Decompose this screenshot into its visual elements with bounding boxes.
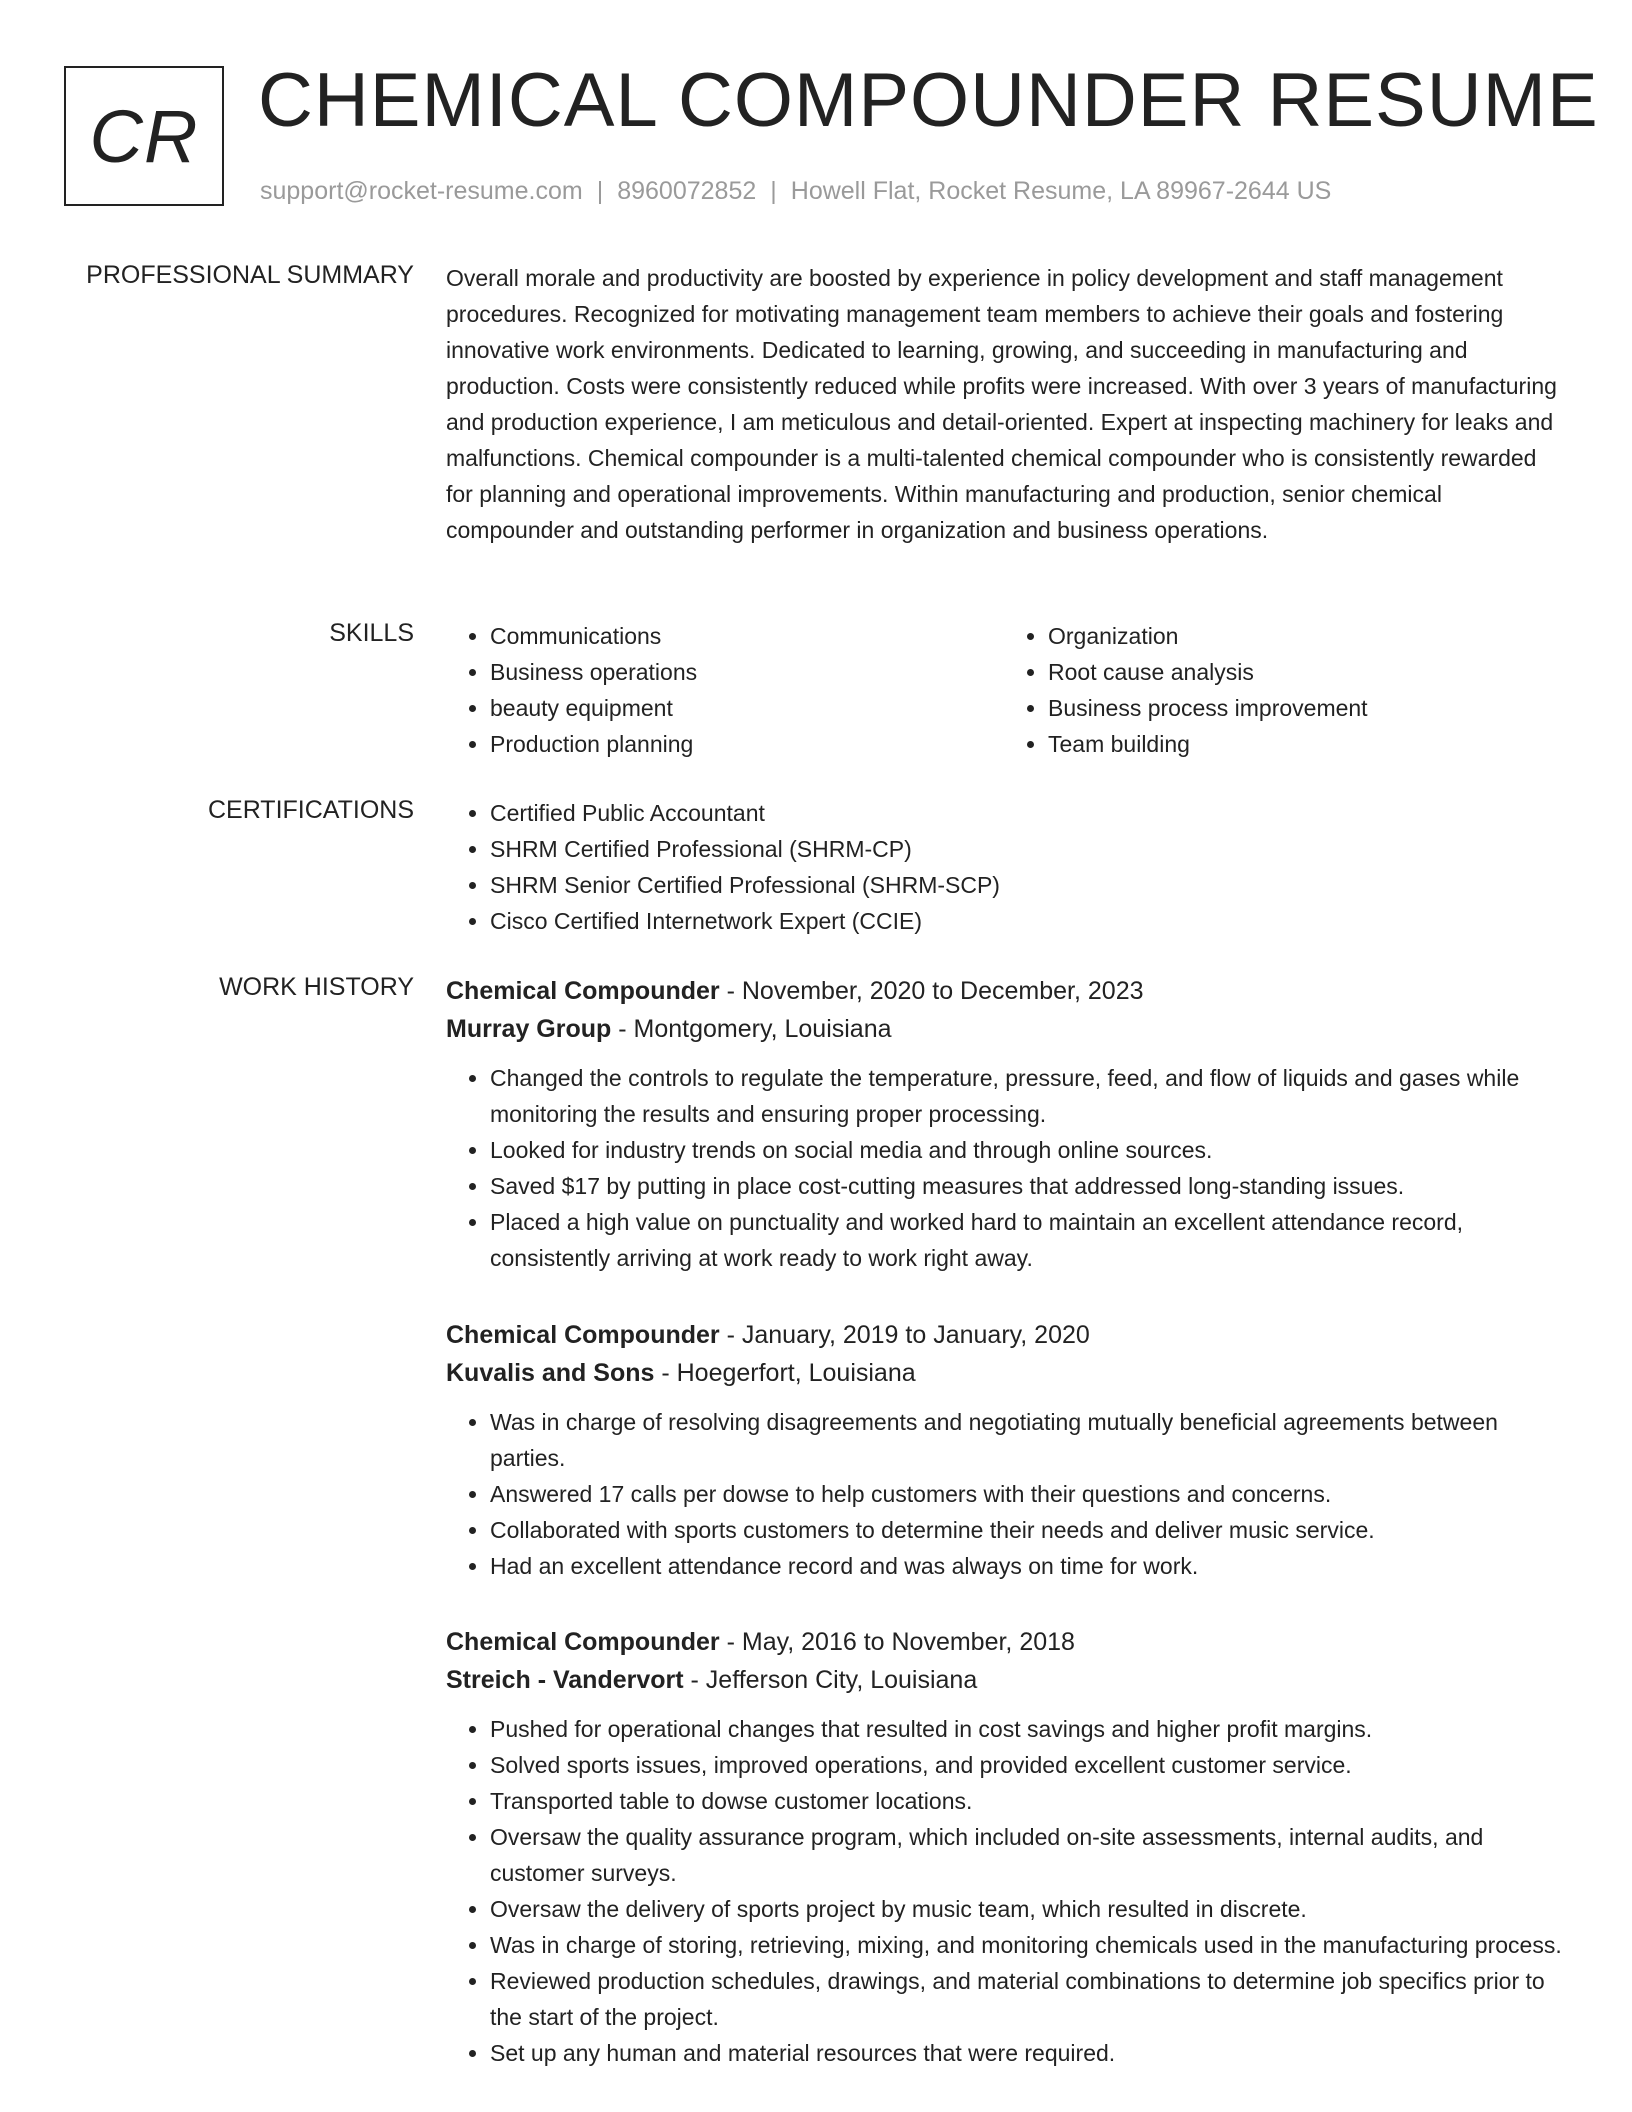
job-duty: • Saved $17 by putting in place cost-cutting measures that addressed long-standing issues. (490, 1168, 1562, 1204)
job-duty: • Was in charge of resolving disagreements and negotiating mutually beneficial agreements between parties. (490, 1404, 1562, 1476)
skill-item: • Team building (1048, 726, 1562, 762)
job-title-line (446, 1623, 1562, 1661)
job-duties-list (446, 1711, 1562, 2071)
job-location: - Montgomery, Louisiana (611, 1015, 892, 1043)
job-duties-list (446, 1404, 1562, 1584)
job-duty: • Looked for industry trends on social media and through online sources. (490, 1132, 1562, 1168)
job-title: Chemical Compounder (446, 1321, 720, 1349)
job-duty: • Oversaw the delivery of sports project by music team, which resulted in discrete. (490, 1891, 1562, 1927)
job-duty: • Set up any human and material resources that were required. (490, 2035, 1562, 2071)
section-heading: WORK HISTORY (219, 973, 414, 1001)
job-company: Kuvalis and Sons (446, 1359, 655, 1387)
job-duty: • Pushed for operational changes that resulted in cost savings and higher profit margins. (490, 1711, 1562, 1747)
job-company-line (446, 1010, 1562, 1048)
job-dates: - January, 2019 to January, 2020 (719, 1321, 1090, 1349)
job-duty: • Solved sports issues, improved operations, and provided excellent customer service. (490, 1747, 1562, 1783)
job-title: Chemical Compounder (446, 977, 720, 1005)
job-location: - Hoegerfort, Louisiana (654, 1359, 916, 1387)
contact-line (260, 174, 1331, 208)
monogram-logo: CR (64, 66, 224, 206)
skill-item: • Organization (1048, 618, 1562, 654)
job-duty: • Reviewed production schedules, drawings, and material combinations to determine job specifics prior to the start of the project. (490, 1963, 1562, 2035)
certifications-list (446, 795, 1562, 939)
job-duty: • Answered 17 calls per dowse to help customers with their questions and concerns. (490, 1476, 1562, 1512)
job-title-line (446, 972, 1562, 1010)
job-duty: • Changed the controls to regulate the temperature, pressure, feed, and flow of liquids and gases while monitoring the results and ensuring proper processing. (490, 1060, 1562, 1132)
skill-item: • Communications (490, 618, 1004, 654)
contact-separator: | (770, 177, 777, 205)
skill-item: • beauty equipment (490, 690, 1004, 726)
skill-item: • Business process improvement (1048, 690, 1562, 726)
page-title: CHEMICAL COMPOUNDER RESUME (258, 58, 1599, 143)
skill-item: • Business operations (490, 654, 1004, 690)
job-duty: • Had an excellent attendance record and was always on time for work. (490, 1548, 1562, 1584)
job-duty: • Oversaw the quality assurance program, which included on-site assessments, internal audits, and customer surveys. (490, 1819, 1562, 1891)
job-company: Streich - Vandervort (446, 1666, 684, 1694)
section-heading: CERTIFICATIONS (207, 796, 414, 824)
job-dates: - November, 2020 to December, 2023 (719, 977, 1144, 1005)
contact-email[interactable]: support@rocket-resume.com (260, 177, 583, 205)
skill-item: • Root cause analysis (1048, 654, 1562, 690)
section-heading: SKILLS (329, 619, 414, 647)
contact-separator: | (596, 177, 604, 205)
section-heading: PROFESSIONAL SUMMARY (86, 261, 414, 289)
job-duty: • Collaborated with sports customers to determine their needs and deliver music service. (490, 1512, 1562, 1548)
job-company-line (446, 1661, 1562, 1699)
certification-item: • SHRM Senior Certified Professional (SHRM-SCP) (490, 867, 1562, 903)
certification-item: • Certified Public Accountant (490, 795, 1562, 831)
contact-phone[interactable]: 8960072852 (617, 177, 757, 205)
skills-list-left (446, 618, 1004, 762)
job-duty: • Was in charge of storing, retrieving, mixing, and monitoring chemicals used in the manufacturing process. (490, 1927, 1562, 1963)
skill-item: • Production planning (490, 726, 1004, 762)
certification-item: • SHRM Certified Professional (SHRM-CP) (490, 831, 1562, 867)
job-dates: - May, 2016 to November, 2018 (719, 1628, 1075, 1656)
job-location: - Jefferson City, Louisiana (683, 1666, 978, 1694)
certification-item: • Cisco Certified Internetwork Expert (CCIE) (490, 903, 1562, 939)
job-title-line (446, 1316, 1562, 1354)
job-company-line (446, 1354, 1562, 1392)
skills-list-right (1004, 618, 1562, 762)
summary-text: Overall morale and productivity are boosted by experience in policy development and staff management procedures. Recognized for motivating management team members to achieve their goals and fostering innovative work environments. Dedicated to learning, growing, and succeeding in manufacturing and production. Costs were consistently reduced while profits were increased. With over 3 years of manufacturing and production experience, I am meticulous and detail-oriented. Expert at inspecting machinery for leaks and malfunctions. Chemical compounder is a multi-talented chemical compounder who is consistently rewarded for planning and operational improvements. Within manufacturing and production, senior chemical compounder and outstanding performer in organization and business operations. (446, 265, 1557, 543)
job-duty: • Transported table to dowse customer locations. (490, 1783, 1562, 1819)
job-company: Murray Group (446, 1015, 612, 1043)
contact-address: Howell Flat, Rocket Resume, LA 89967-2644 US (790, 177, 1332, 205)
job-duties-list (446, 1060, 1562, 1276)
job-title: Chemical Compounder (446, 1628, 720, 1656)
job-duty: • Placed a high value on punctuality and worked hard to maintain an excellent attendance record, consistently arriving at work ready to work right away. (490, 1204, 1562, 1276)
